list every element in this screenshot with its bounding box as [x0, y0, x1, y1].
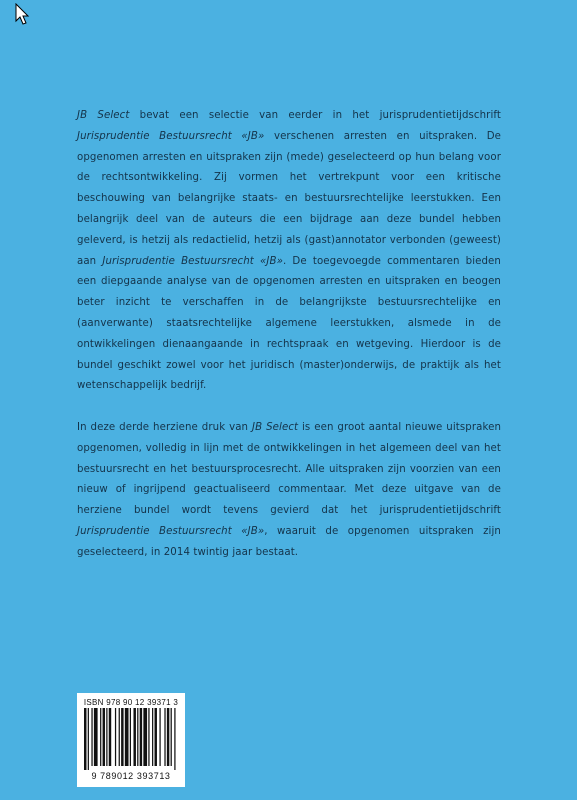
barcode-digits: 9 789012 393713 — [91, 771, 171, 781]
arrow-cursor-icon — [15, 3, 31, 27]
barcode-bar — [84, 708, 86, 770]
barcode-bar — [109, 708, 111, 766]
barcode-bar — [164, 708, 165, 766]
para1-run-5: . De toegevoegde commentaren bieden een diepgaande analyse van de opgenomen arresten en uitspraken en beogen beter inzicht te verschaffen in de belangrijkste bestuursrechtelijke en (aanverwante) staatsrechtelijke algemene leerstukken, alsmede in de ontwikkelingen dienaangaande in rechtspraak en wetgeving. Hierdoor is de bundel geschikt zowel voor het juridisch (master)onderwijs, de praktijk als het wetenschappelijk bedrijf. — [77, 255, 501, 392]
barcode-bar — [103, 708, 105, 766]
description-paragraph-2 — [77, 418, 501, 564]
barcode-bar — [174, 708, 175, 770]
barcode-bar — [140, 708, 142, 766]
barcode-bar — [143, 708, 147, 766]
para2-run-4: , waaruit de opgenomen uitspraken zijn geselecteerd, in 2014 twintig jaar bestaat. — [77, 525, 501, 558]
barcode-bar — [159, 708, 160, 766]
barcode-bar — [119, 708, 120, 766]
barcode-bar — [137, 708, 138, 766]
para2-run-1: JB Select — [252, 422, 299, 433]
barcode-bar — [171, 708, 172, 766]
barcode-bar — [155, 708, 157, 766]
barcode-bar — [94, 708, 98, 766]
barcode-bar — [106, 708, 107, 766]
barcode-bar — [88, 708, 89, 770]
para1-run-1: bevat een selectie van eerder in het jurisprudentietijdschrift — [129, 110, 501, 121]
barcode-bar — [121, 708, 123, 766]
description-paragraph-1 — [77, 106, 501, 397]
barcode-bar — [125, 708, 129, 766]
para2-run-0: In deze derde herziene druk van — [77, 422, 253, 433]
para1-run-3: verschenen arresten en uitspraken. De opgenomen arresten en uitspraken zijn (mede) geselecteerd op hun belang voor de rechtsontwikkeling. Zij vormen het vertrekpunt voor een kritische beschouwing van belangrijke staats- en bestuursrechtelijke leerstukken. Een belangrijk deel van de auteurs die een bijdrage aan deze bundel hebben geleverd, is hetzij als redactielid, hetzij als (gast)annotator verbonden (geweest) aan — [77, 130, 502, 267]
barcode-bar — [130, 708, 131, 766]
para2-run-2: is een groot aantal nieuwe uitspraken opgenomen, volledig in lijn met de ontwikkelingen in het algemeen deel van het bestuursrecht en het bestuursprocesrecht. Alle uitspraken zijn voorzien van een nieuw of ingrijpend geactualiseerd commentaar. Met deze uitgave van de herziene bundel wordt tevens gevierd dat het jurisprudentietijdschrift — [77, 422, 502, 517]
barcode-bar — [148, 708, 149, 766]
barcode-bar — [100, 708, 101, 766]
para1-run-4: Jurisprudentie Bestuursrecht «JB» — [102, 255, 283, 267]
barcode-bar — [167, 708, 169, 766]
isbn-barcode — [77, 693, 185, 787]
barcode-bar — [91, 708, 92, 766]
para1-run-2: Jurisprudentie Bestuursrecht «JB» — [77, 130, 265, 142]
isbn-label: ISBN 978 90 12 39371 3 — [83, 698, 179, 707]
barcode-bar — [152, 708, 153, 766]
barcode-bars — [84, 708, 178, 770]
para1-run-0: JB Select — [77, 110, 130, 121]
barcode-bar — [115, 708, 116, 766]
barcode-bar — [133, 708, 135, 766]
para2-run-3: Jurisprudentie Bestuursrecht «JB» — [77, 525, 265, 537]
